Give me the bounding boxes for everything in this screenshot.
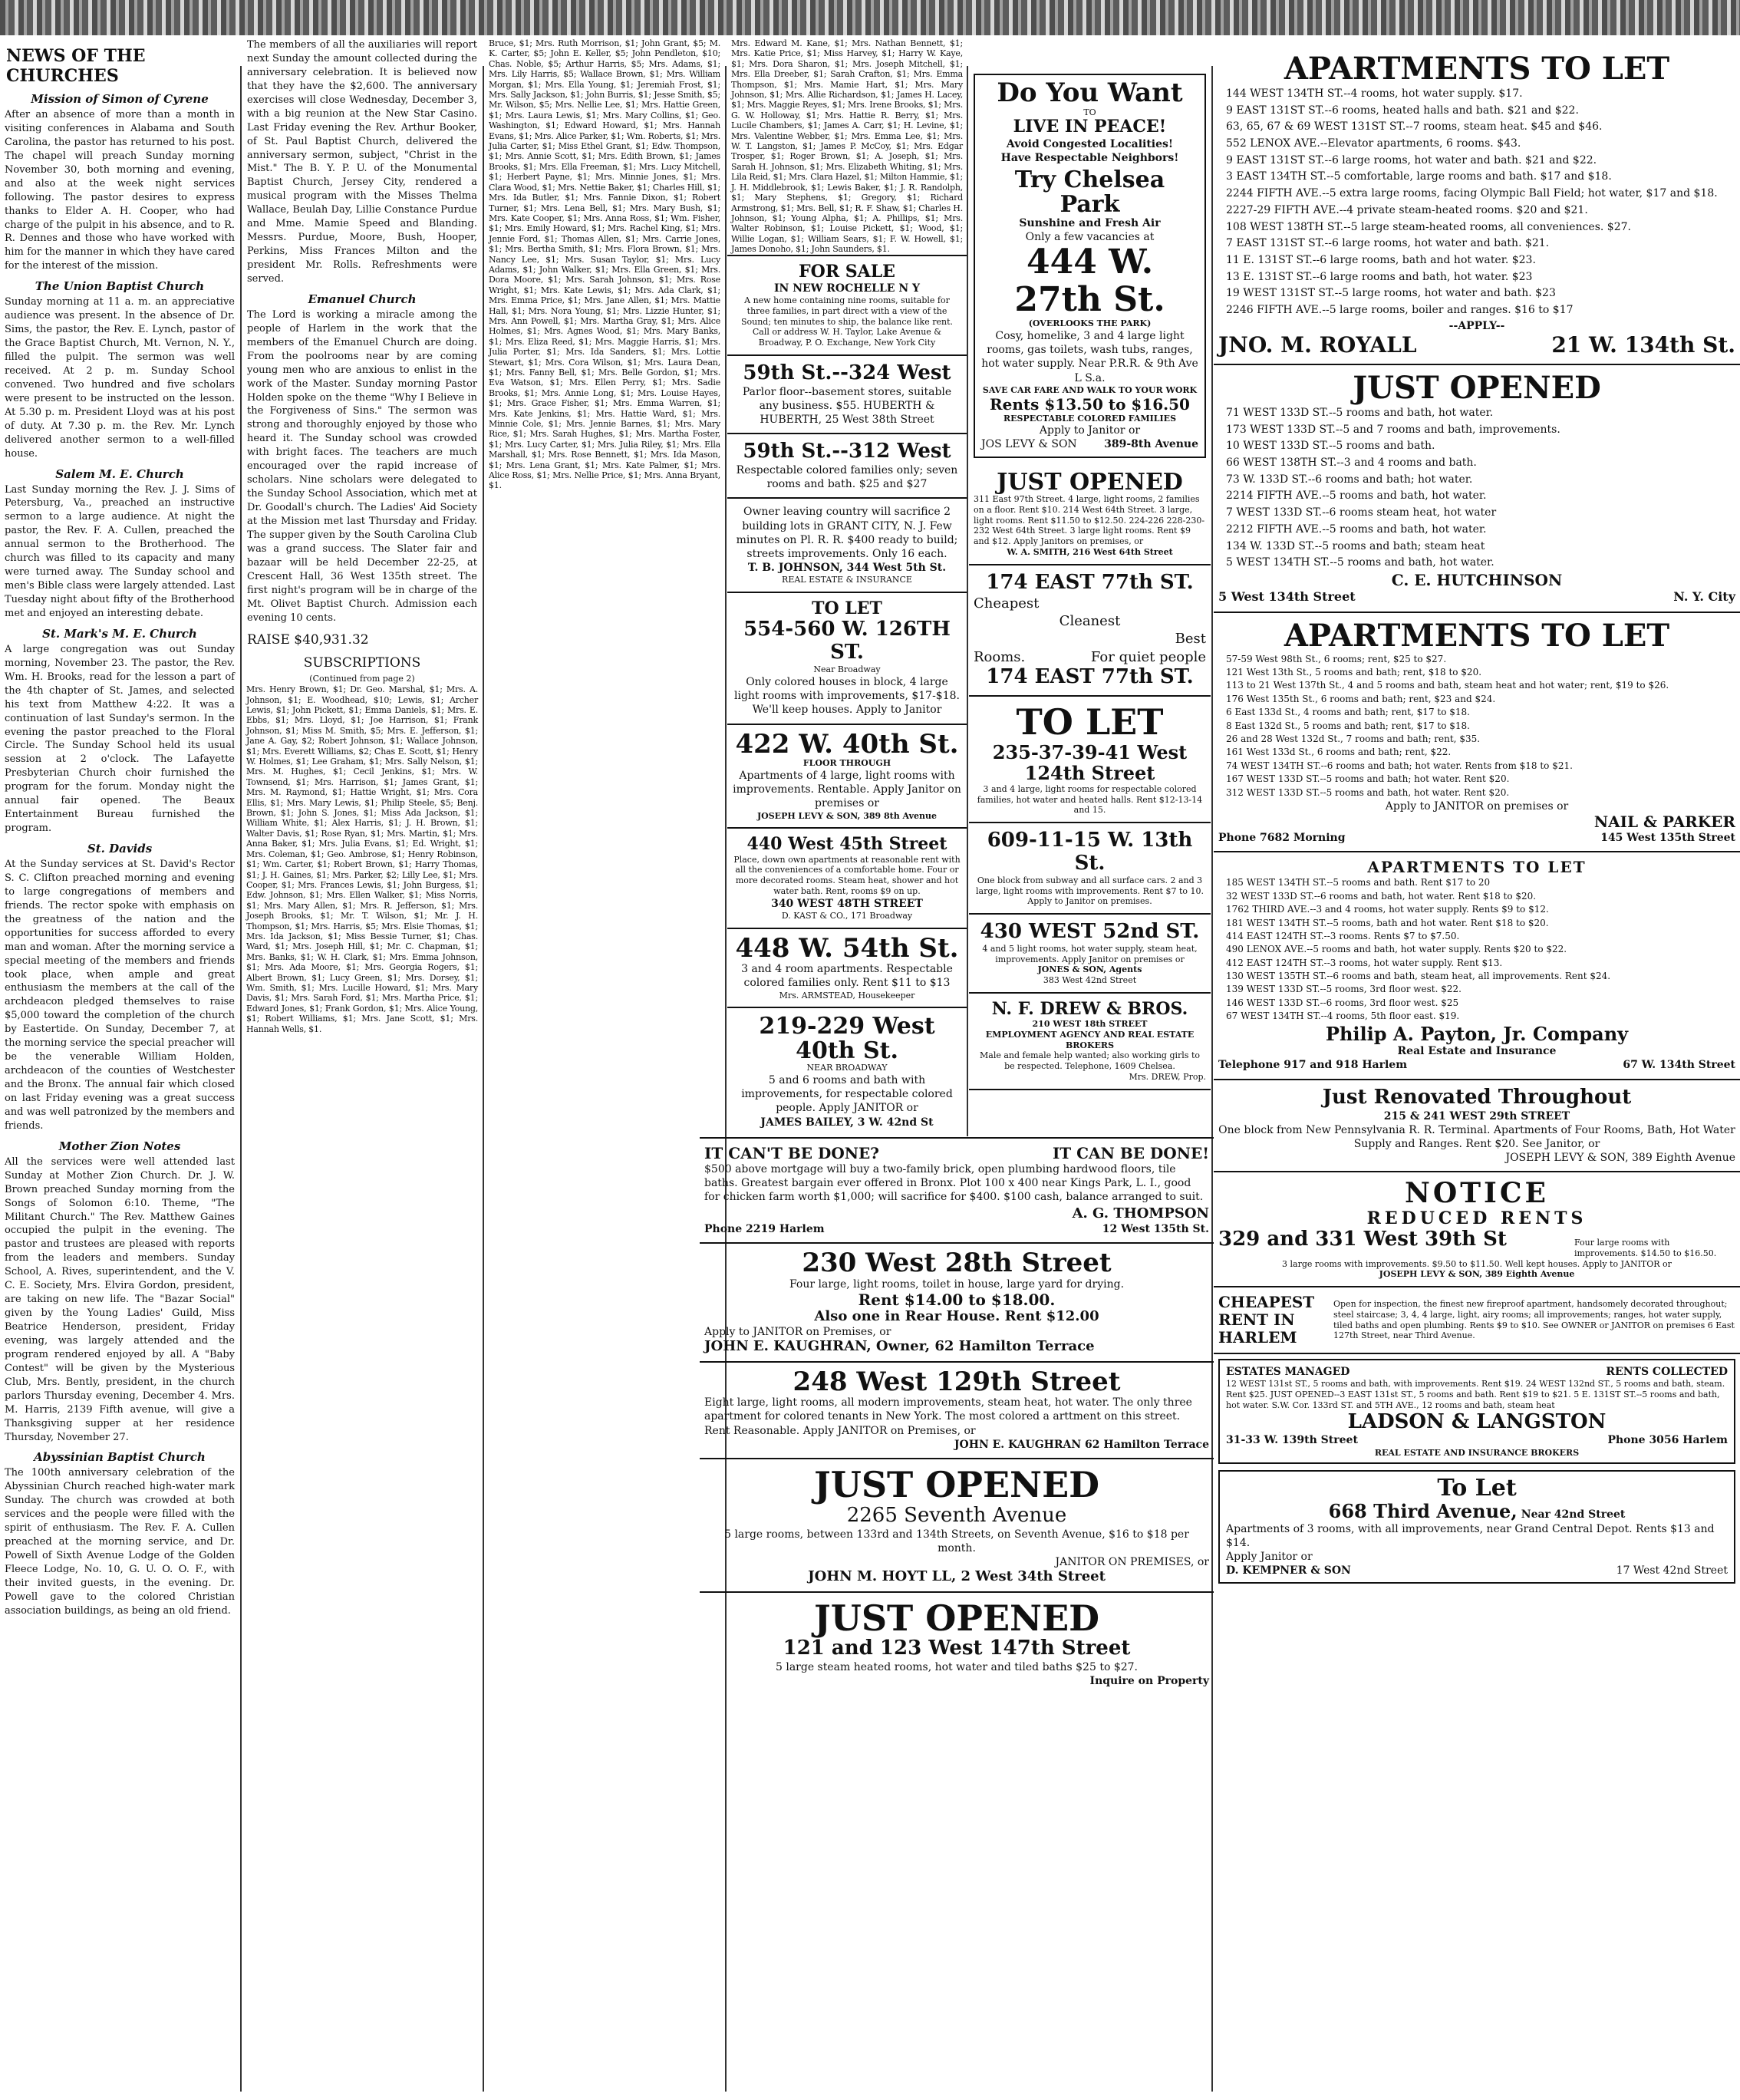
ad-address: 5 West 134th Street (1218, 588, 1356, 604)
article-body: The 100th anniversary celebration of the Abyssinian Church reached high-water mark Sunday. The church was crowded at both services and the people were filled with the spirit of enthusiasm. The Rev. F. A. Cullen preached at the morning service, and Dr. Powell of Sixth Avenue Lodge of the Golden Fleece Lodge, No. 10, G. U. O. O. F., with their invited guests, in the evening. Dr. Powell gave to the colored Christian association buildings, as being an old friend. (5, 1467, 235, 1617)
list-item: 146 WEST 133D ST.--6 rooms, 3rd floor west. $25 (1226, 997, 1459, 1008)
column-rule (483, 66, 484, 2092)
list-item: 552 LENOX AVE.--Elevator apartments, 6 rooms. $43. (1226, 137, 1521, 150)
ad-title: 448 W. 54th St. (735, 932, 959, 964)
list-item: 113 to 21 West 137th St., 4 and 5 rooms and bath, steam heat and hot water; rent, $19 to $26. (1226, 680, 1669, 691)
ad-title: 174 EAST 77th ST. (986, 570, 1194, 594)
ad-title: 440 West 45th Street (746, 834, 947, 855)
ad-text: 3 and 4 large, light rooms for respectable colored families, hot water and heated halls. Rent $12-13-14 and 15. (977, 783, 1203, 816)
scan-edge (0, 0, 1740, 35)
ad-address: Near 42nd Street (1521, 1508, 1626, 1521)
just-opened-ad (969, 464, 1211, 565)
ad-subtitle: Near Broadway (813, 664, 881, 675)
ad-text: One block from New Pennsylvania R. R. Terminal. Apartments of Four Rooms, Bath, Hot Water Supply and Ranges. Rent $20. See Janitor, or (1218, 1123, 1735, 1150)
ad-text: Place, down own apartments at reasonable rent with all the conveniences of a comfortable home. Four or more decorated rooms. Steam heat, shower and hot water bath. Rent, rooms $9 on up. (733, 854, 961, 896)
list-item: 73 W. 133D ST.--6 rooms and bath; hot water. (1226, 473, 1473, 486)
apartment-ad (727, 1008, 967, 1136)
list-item: 185 WEST 134TH ST.--5 rooms and bath. Rent $17 to 20 (1226, 877, 1491, 888)
ad-text: $500 above mortgage will buy a two-family brick, open plumbing hardwood floors, tile baths. Greatest bargain ever offered in Bronx. Plot 100 x 400 near Kings Park, L. I., good for chicken farm worth $1,000; will sacrifice for $400. $100 cash, balance arranged to suit. (704, 1163, 1204, 1204)
ad-subtitle: NEAR BROADWAY (806, 1063, 888, 1073)
ad-signature: W. A. SMITH, 216 West 64th Street (1007, 546, 1173, 557)
ad-title: IT CAN BE DONE! (1052, 1144, 1209, 1162)
ad-text: Inquire on Property (1089, 1675, 1209, 1688)
apartment-list (1226, 86, 1728, 319)
ad-text: Apply to Janitor or (1039, 424, 1141, 437)
ad-subtitle: IN NEW ROCHELLE N Y (773, 282, 921, 295)
ads-column-4 (727, 38, 967, 1136)
ad-title: TO LET (812, 598, 882, 619)
ad-text: Only a few vacancies at (1025, 231, 1155, 244)
ad-subtitle: REAL ESTATE AND INSURANCE BROKERS (1374, 1447, 1580, 1458)
ad-signature: 383 West 42nd Street (1043, 975, 1137, 986)
ad-address: 215 & 241 WEST 29th STREET (1383, 1109, 1570, 1123)
ad-title: APARTMENTS TO LET (1367, 858, 1587, 877)
ad-title: 248 West 129th Street (793, 1366, 1121, 1397)
ad-title: REDUCED RENTS (1366, 1208, 1587, 1228)
ad-address: 31-33 W. 139th Street (1226, 1434, 1358, 1447)
ad-text: One block from subway and all surface cars. 2 and 3 large, light rooms with improvements. Rent $7 to 10. Apply to Janitor on premises. (976, 875, 1204, 907)
ad-text: Avoid Congested Localities! (1006, 137, 1174, 150)
list-item: 66 WEST 138TH ST.--3 and 4 rooms and bath. (1226, 457, 1477, 470)
list-item: 57-59 West 98th St., 6 rooms; rent, $25 to $27. (1226, 653, 1447, 664)
section-header: NEWS OF THE CHURCHES (6, 46, 146, 86)
ad-signature: LADSON & LANGSTON (1347, 1409, 1607, 1433)
ad-address: 235-37-39-41 West 124th Street (992, 740, 1188, 785)
ad-signature: JOHN M. HOYT LL, 2 West 34th Street (808, 1568, 1106, 1585)
ad-title: 174 EAST 77th ST. (986, 665, 1194, 689)
list-item: 134 W. 133D ST.--5 rooms and bath; steam heat (1226, 539, 1485, 552)
ad-signature: JOSEPH LEVY & SON, 389 8th Avenue (756, 810, 938, 821)
list-item: 412 EAST 124TH ST.--3 rooms, hot water supply. Rent $13. (1226, 957, 1503, 968)
ad-signature: NAIL & PARKER (1593, 813, 1735, 832)
ad-signature: JOHN E. KAUGHRAN 62 Hamilton Terrace (954, 1438, 1209, 1451)
list-item: 161 West 133d St., 6 rooms and bath; rent, $22. (1226, 747, 1452, 758)
ad-text: Have Respectable Neighbors! (1000, 151, 1179, 164)
chelsea-park-ad (974, 74, 1206, 458)
list-item: 63, 65, 67 & 69 WEST 131ST ST.--7 rooms, steam heat. $45 and $46. (1226, 120, 1603, 134)
apartment-ad (727, 356, 967, 434)
column-rule (725, 66, 727, 2092)
ad-text: Cleanest (1059, 612, 1121, 629)
ad-text: (OVERLOOKS THE PARK) (1028, 318, 1152, 329)
ad-subtitle: FLOOR THROUGH (802, 758, 891, 769)
third-avenue-ad (1218, 1470, 1735, 1584)
list-item: 173 WEST 133D ST.--5 and 7 rooms and bath, improvements. (1226, 423, 1560, 436)
ad-address: N. Y. City (1673, 588, 1735, 604)
list-item: 7 WEST 133D ST.--6 rooms steam heat, hot water (1226, 506, 1497, 519)
ad-title: APARTMENTS TO LET (1284, 51, 1670, 87)
ad-signature: Philip A. Payton, Jr. Company (1325, 1022, 1629, 1045)
apartment-list (1226, 405, 1728, 572)
ad-text: SAVE CAR FARE AND WALK TO YOUR WORK (982, 384, 1198, 395)
ad-text: Apply to JANITOR on Premises, or (704, 1325, 891, 1338)
ad-text: 12 WEST 131st ST., 5 rooms and bath, with improvements. Rent $19. 24 WEST 132nd ST., 5 rooms and bath, steam. Rent $25. JUST OPENED--3 EAST 131st ST., 5 rooms and bath. Rent $19 to $21. 5 E. 131ST ST.--5 rooms and bath, hot water. S.W. Cor. 133rd ST. and 5TH AVE., 12 rooms and bath, steam heat (1226, 1379, 1725, 1410)
subscription-list: Bruce, $1; Mrs. Ruth Morrison, $1; John Grant, $5; M. K. Carter, $5; John E. Keller, $5; John Pendleton, $10; Chas. Noble, $5; Arthur Harris, $5; Mrs. Adams, $1; Mrs. Lily Harris, $5; Wallace Brown, $1; Mrs. William Morgan, $1; Mrs. Ella Young, $1; Jeremiah Frost, $1; Mrs. Sally Jackson, $1; John Burris, $1; Jesse Smith, $5; Mr. Wilson, $5; Mrs. Nellie Lee, $1; Mrs. Hattie Green, $1; Mrs. Laura Lewis, $1; Mrs. Mary Collins, $1; Geo. Washington, $1; Edward Howard, $1; Mrs. Hannah Evans, $1; Mrs. Alice Parker, $1; Wm. Roberts, $1; Mrs. Julia Carter, $1; Miss Ethel Grant, $1; Edw. Thompson, $1; Mrs. Annie Scott, $1; Mrs. Edith Brown, $1; James Brooks, $1; Mrs. Ella Freeman, $1; Mrs. Lucy Mitchell, $1; Herbert Payne, $1; Mrs. Minnie Jones, $1; Mrs. Clara Wood, $1; Mrs. Nettie Baker, $1; Charles Hill, $1; Mrs. Ida Butler, $1; Mrs. Fannie Dixon, $1; Robert Turner, $1; Mrs. Lena Bell, $1; Mrs. Mary Bush, $1; Mrs. Kate Cooper, $1; Mrs. Anna Ross, $1; Wm. Fisher, $1; Mrs. Emily Howard, $1; Mrs. Rachel King, $1; Mrs. Jennie Ford, $1; Thomas Allen, $1; Mrs. Carrie Jones, $1; Mrs. Bertha Smith, $1; Mrs. Flora Brown, $1; Mrs. Nancy Lee, $1; Mrs. Susan Taylor, $1; Mrs. Lucy Adams, $1; John Walker, $1; Mrs. Ella Green, $1; Mrs. Dora Moore, $1; Mrs. Sarah Johnson, $1; Mrs. Rose Wright, $1; Mrs. Kate Lewis, $1; Mrs. Ada Clark, $1; Mrs. Emma Price, $1; Mrs. Jane Allen, $1; Mrs. Mattie Hall, $1; Mrs. Nora Young, $1; Mrs. Lizzie Hunter, $1; Mrs. Ann Powell, $1; Mrs. Martha Gray, $1; Mrs. Alice Holmes, $1; Mrs. Agnes Wood, $1; Mrs. Mary Banks, $1; Mrs. Eliza Reed, $1; Mrs. Maggie Harris, $1; Mrs. Julia Porter, $1; Mrs. Ida Sanders, $1; Mrs. Lottie Stewart, $1; Mrs. Cora Wilson, $1; Mrs. Laura Dean, $1; Mrs. Fanny Bell, $1; Mrs. Belle Gordon, $1; Mrs. Eva Watson, $1; Mrs. Ellen Perry, $1; Mrs. Sadie Brooks, $1; Mrs. Annie Long, $1; Mrs. Louise Hayes, $1; Mrs. Grace Fisher, $1; Mrs. Emma Warren, $1; Mrs. Kate Jenkins, $1; Mrs. Hattie Ward, $1; Mrs. Minnie Cole, $1; Mrs. Jennie Barnes, $1; Mrs. Mary Rice, $1; Mrs. Sarah Hughes, $1; Mrs. Martha Foster, $1; Mrs. Lucy Carter, $1; Mrs. Julia Riley, $1; Mrs. Ella Marshall, $1; Mrs. Rose Bennett, $1; Mrs. Ida Mason, $1; Mrs. Lena Grant, $1; Mrs. Kate Palmer, $1; Mrs. Alice Ross, $1; Mrs. Nellie Price, $1; Mrs. Anna Bryant, $1. (489, 38, 720, 491)
payton-ad (1214, 852, 1740, 1080)
list-item: 167 WEST 133D ST.--5 rooms and bath; hot water. Rent $20. (1226, 773, 1510, 785)
list-item: 3 EAST 134TH ST.--5 comfortable, large rooms and bath. $17 and $18. (1226, 170, 1612, 183)
ad-title: To Let (1437, 1475, 1517, 1502)
ad-title: JUST OPENED (997, 468, 1183, 496)
ad-signature: JOSEPH LEVY & SON, 389 Eighth Avenue (1505, 1152, 1735, 1165)
cheapest-rent-ad (1214, 1287, 1740, 1354)
list-item: 6 East 133d St., 4 rooms and bath; rent, $17 to $18. (1226, 707, 1470, 718)
ad-address: 329 and 331 West 39th St (1218, 1228, 1507, 1251)
column-rule (1211, 66, 1213, 2092)
ad-text: TO (1083, 107, 1096, 117)
raise-headline: RAISE $40,931.32 (247, 632, 369, 648)
ad-signature: JOSEPH LEVY & SON, 389 Eighth Avenue (1379, 1269, 1575, 1280)
ad-title: N. F. DREW & BROS. (991, 998, 1188, 1019)
ad-title: 430 WEST 52nd ST. (980, 920, 1200, 944)
news-column-2 (242, 38, 482, 1034)
to-let-ad (969, 697, 1211, 823)
ad-address: 21 W. 134th St. (1551, 331, 1735, 358)
ad-title: 422 W. 40th St. (735, 728, 959, 760)
ad-text: A new home containing nine rooms, suitable for three families, in part direct with a view of the Sound; ten minutes to ship, the balance like rent. Call or address W. H. Taylor, Lake Avenue & Broadway, P. O. Exchange, New York City (740, 295, 953, 348)
list-item: 9 EAST 131ST ST.--6 rooms, heated halls and bath. $21 and $22. (1226, 104, 1579, 117)
subscription-list: Mrs. Edward M. Kane, $1; Mrs. Nathan Bennett, $1; Mrs. Katie Price, $1; Miss Harvey, $1; Harry W. Kaye, $1; Mrs. Dora Sharon, $1; Mrs. Joseph Mitchell, $1; Mrs. Ella Dreeber, $1; Sarah Crafton, $1; Mrs. Emma Thompson, $1; Mrs. Mamie Hart, $1; Mrs. Mary Johnson, $1; Mrs. Allie Richardson, $1; James H. Lacey, $1; Mrs. Maggie Reyes, $1; Mrs. Irene Brooks, $1; Mrs. G. W. Holloway, $1; Mrs. Hattie R. Berry, $1; Mrs. Lucile Chambers, $1; James A. Carr, $1; H. Levine, $1; Mrs. Valentine Webber, $1; Mrs. Emma Lee, $1; Mrs. W. T. Langston, $1; James P. McCoy, $1; Mrs. Edgar Trosper, $1; Roger Brown, $1; A. Joseph, $1; Mrs. Sarah H. Johnson, $1; Mrs. Elizabeth Whiting, $1; Mrs. Lila Reid, $1; Mrs. Clara Hazel, $1; Milton Hammie, $1; J. H. Middlebrook, $1; Lewis Baker, $1; J. R. Randolph, $1; Mary Stephens, $1; Gregory, $1; Richard Armstrong, $1; Mrs. Bell, $1; R. F. Shaw, $1; Charles H. Johnson, $1; Young Alpha, $1; A. Phillips, $1; Mrs. Walter Robinson, $1; Louise Pickett, $1; Wood, $1; Willie Logan, $1; William Sears, $1; F. W. Howell, $1; James Donoho, $1; John Saunders, $1. (731, 38, 963, 255)
renovated-ad (1214, 1080, 1740, 1173)
list-item: 13 E. 131ST ST.--6 large rooms and bath, hot water. $23 (1226, 270, 1533, 283)
apartment-ad (727, 725, 967, 829)
ad-subtitle: Real Estate and Insurance (1397, 1045, 1557, 1058)
article-title: Mission of Simon of Cyrene (31, 92, 209, 106)
ad-text: Sunshine and Fresh Air (1019, 217, 1161, 230)
continued-note: (Continued from page 2) (309, 674, 415, 684)
ad-rent: Also one in Rear House. Rent $12.00 (814, 1308, 1099, 1325)
column-rule (967, 66, 968, 1136)
w13th-ad (969, 823, 1211, 915)
lots-ad (727, 499, 967, 593)
list-item: 2214 FIFTH AVE.--5 rooms and bath, hot water. (1226, 490, 1487, 503)
ad-signature: JOS LEVY & SON (981, 438, 1077, 451)
ad-title: JUST OPENED (1353, 370, 1601, 406)
column-rule (240, 66, 242, 2092)
ad-address: 444 W. 27th St. (1014, 242, 1165, 319)
ad-text: 5 large rooms, between 133rd and 134th Streets, on Seventh Avenue, $16 to $18 per month. (724, 1528, 1189, 1554)
apartment-list (1226, 653, 1728, 799)
w28th-ad (700, 1244, 1214, 1362)
article-body: The members of all the auxiliaries will report next Sunday the amount collected during the anniversary celebration. It is believed now that they have the $2,600. The anniversary exercises will close Wednesday, December 3, with a big reunion at the New Star Casino. Last Friday evening the Rev. Arthur Booker, of St. Paul Baptist Church, delivered the anniversary sermon, subject, "Christ in the Mist." The B. Y. P. U. of the Monumental Baptist Church, Jersey City, rendered a musical program with the Misses Thelma Wallace, Beulah Day, Lillie Constance Purdue and Mme. Mamie Speed and Blanding. Messrs. Purdue, Moore, Bush, Hooper, Perkins, Miss Frances Milton and the president Mr. Rolls. Refreshments were served. (247, 39, 477, 285)
for-sale-ad (727, 255, 967, 356)
list-item: 414 EAST 124TH ST.--3 rooms. Rents $7 to $7.50. (1226, 930, 1460, 941)
nail-parker-ad (1214, 613, 1740, 853)
ad-text: Apply to JANITOR on premises or (1385, 799, 1569, 813)
apartment-ad (727, 829, 967, 928)
ad-title: JUST OPENED (813, 1464, 1100, 1506)
article-body: The Lord is working a miracle among the people of Harlem in the work that the members of the Emanuel Church are doing. From the poolrooms near by are coming young men who are anxious to enlist in the work of the Master. Sunday morning Pastor Holden spoke on the theme "Why I Believe in the Forgiveness of Sins." The sermon was strong and thoroughly enjoyed by those who heard it. The Sunday school was crowded with bright faces. The teachers are much encouraged over the rapid increase of scholars. Nine scholars were delegated to the Sunday School Association, which met at Dr. Goodall's church. The Ladies' Aid Society at the Mission met last Thursday and Friday. The supper given by the South Carolina Club was a grand success. The Slater fair and bazaar will be held December 22-25, at Crescent Hall, 36 West 135th street. The first night's program will be in charge of the Mt. Olivet Baptist Church. Admission each evening 10 cents. (247, 308, 477, 624)
ad-title: APARTMENTS TO LET (1284, 617, 1670, 654)
ad-title: Try Chelsea Park (1014, 166, 1165, 218)
ad-text: Best (1175, 631, 1206, 648)
article-body: A large congregation was out Sunday morning, November 23. The pastor, the Rev. Wm. H. Brooks, read for the lesson a part of the 4th chapter of St. James, and selected his text from Matthew 4:22. It was a continuation of last Sunday's sermon. In the evening the pastor preached to the Floral Circle. The Sunday School held its usual session at 2 o'clock. The Lafayette Presbyterian Church choir furnished the program for the forum. Monday night the annual fair opened. The Beaux Entertainment Bureau furnished the program. (5, 643, 235, 835)
article-title: Emanuel Church (308, 292, 417, 306)
ad-address: 121 and 123 West 147th Street (783, 1637, 1131, 1660)
list-item: 490 LENOX AVE.--5 rooms and bath, hot water supply. Rents $20 to $22. (1226, 944, 1567, 955)
list-item: 130 WEST 135TH ST.--6 rooms and bath, steam heat, all improvements. Rent $24. (1226, 971, 1611, 982)
ad-address: 210 WEST 18th STREET (1032, 1019, 1148, 1030)
ad-phone: Phone 7682 Morning (1218, 832, 1346, 845)
ad-text: Open for inspection, the finest new fireproof apartment, handsomely decorated throughout; steel staircase; 3, 4, 4 large, light, airy rooms; all improvements; ranges, hot water supply, tiled baths and open plumbing. Rents $9 to $10. See OWNER or JANITOR on premises 6 East 127th Street, near Third Avenue. (1333, 1299, 1735, 1341)
ad-title: RENTS COLLECTED (1606, 1366, 1728, 1379)
list-item: 176 West 135th St., 6 rooms and bath; rent, $23 and $24. (1226, 693, 1496, 704)
ad-text: Parlor floor--basement stores, suitable any business. $55. HUBERTH & HUBERTH, 25 West 38th Street (742, 385, 952, 427)
ad-text: Rooms. (974, 648, 1026, 665)
reduced-rents-ad (1214, 1172, 1740, 1287)
drew-bros-ad (969, 994, 1211, 1090)
ad-title: ESTATES MANAGED (1226, 1366, 1350, 1379)
ad-title: RENT IN (1218, 1310, 1295, 1330)
article-title: Salem M. E. Church (55, 466, 184, 481)
hutchinson-ad (1214, 365, 1740, 613)
list-item: 7 EAST 131ST ST.--6 large rooms, hot water and bath. $21. (1226, 237, 1550, 250)
w129th-ad (700, 1363, 1214, 1459)
ad-phone: Phone 3056 Harlem (1607, 1434, 1728, 1447)
article-title: St. Davids (87, 842, 153, 855)
ad-title: JUST OPENED (813, 1597, 1100, 1639)
article-title: Mother Zion Notes (58, 1139, 181, 1153)
cant-be-done-ad (700, 1137, 1214, 1244)
list-item: 74 WEST 134TH ST.--6 rooms and bath; hot water. Rents from $18 to $21. (1226, 760, 1573, 771)
ad-text: For quiet people (1090, 648, 1206, 665)
church-news-column (0, 38, 239, 1622)
list-item: 8 East 132d St., 5 rooms and bath; rent, $17 to $18. (1226, 720, 1470, 731)
ad-signature: REAL ESTATE & INSURANCE (782, 575, 912, 585)
ad-address: 668 Third Avenue, (1328, 1499, 1518, 1522)
ad-signature: JNO. M. ROYALL (1218, 331, 1417, 358)
list-item: 121 West 13th St., 5 rooms and bath; rent, $18 to $20. (1226, 667, 1482, 678)
apartment-ad (727, 929, 967, 1009)
list-item: 32 WEST 133D ST.--6 rooms and bath, hot water. Rent $18 to $20. (1226, 890, 1537, 902)
ladson-langston-ad (1218, 1359, 1735, 1464)
apartment-list (1226, 876, 1728, 1023)
ad-text: Apartments of 3 rooms, with all improvements, near Grand Central Depot. Rents $13 and $14. (1226, 1522, 1715, 1549)
ad-text: Respectable colored families only; seven rooms and bath. $25 and $27 (736, 464, 958, 491)
list-item: 139 WEST 133D ST.--5 rooms, 3rd floor west. $22. (1226, 984, 1462, 995)
ad-title: CHEAPEST (1218, 1293, 1315, 1312)
ad-address: 67 W. 134th Street (1623, 1059, 1735, 1072)
article-body: Sunday morning at 11 a. m. an appreciative audience was present. In the absence of Dr. Sims, the pastor, the Rev. E. Lynch, pastor of the Grace Baptist Church, Mt. Vernon, N. Y., filled the pulpit. The sermon was well received. At 2 p. m. Sunday School convened. Two hundred and five scholars were present to be instructed on the lesson. At 5.30 p. m. President Lloyd was at his post of duty. At 7.30 p. m. the Rev. Mr. Lynch delivered another sermon to a well-filled house. (5, 296, 235, 460)
list-item: 5 WEST 134TH ST.--5 rooms and bath, hot water. (1226, 556, 1494, 569)
article-body: At the Sunday services at St. David's Rector S. C. Clifton preached morning and evening to large congregations of members and friends. The rector spoke with emphasis on the greatness of the nation and the opportunities for success afforded to every man and woman. After the morning service a special meeting of the members and friends took place, when ample and great enthusiasm the members at the call of the archdeacon pledged themselves to raise $5,000 toward the completion of the church by Eastertide. On Sunday, December 7, at the morning service the special preacher will be the venerable William Holden, archdeacon of the counties of Westchester and the Bronx. The annual fair which closed on last Friday evening was a great success and was well patronized by the members and friends. (5, 859, 235, 1132)
list-item: 67 WEST 134TH ST.--4 rooms, 5th floor east. $19. (1226, 1010, 1460, 1022)
subscriptions-headline: SUBSCRIPTIONS (303, 655, 421, 671)
apartment-ad (727, 434, 967, 499)
ad-text: Only colored houses in block, 4 large light rooms with improvements, $17-$18. We'll keep houses. Apply to Janitor (734, 676, 960, 717)
ad-title: 230 West 28th Street (802, 1248, 1112, 1279)
subscription-list: Mrs. Henry Brown, $1; Dr. Geo. Marshal, $1; Mrs. A. Johnson, $1; E. Woodhead, $10; Lewis, $1; Archer Lewis, $1; John Pickett, $1; Emma Daniels, $1; Mrs. E. Ebbs, $1; Mrs. Lloyd, $1; Joe Harrison, $1; Frank Johnson, $1; Miss M. Smith, $5; Mrs. E. Jefferson, $1; Jane A. Gay, $2; Robert Johnson, $1; Wallace Johnson, $1; Mrs. Everett Williams, $2; Chas E. Scott, $1; Henry W. Holmes, $1; Lee Graham, $1; Mrs. Sally Nelson, $1; Mrs. M. Hughes, $1; Cecil Jenkins, $1; Mrs. W. Townsend, $1; Mrs. Harrison, $1; James Grant, $1; Mrs. M. Raymond, $1; Hattie Wright, $1; Mrs. Cora Ellis, $1; Mrs. Mary Lewis, $1; Philip Steele, $5; Benj. Brown, $1; John S. Jones, $1; Miss Ada Jackson, $1; William White, $1; Alex Harris, $1; J. H. Brown, $1; Walter Davis, $1; Rose Ryan, $1; Mrs. Martin, $1; Mrs. Anna Baker, $1; Mrs. Julia Evans, $1; Ed. Wright, $1; Mrs. Coleman, $1; Geo. Ambrose, $1; Henry Robinson, $1; Wm. Carter, $1; Robert Brown, $1; Harry Thomas, $1; J. H. Gaines, $1; Mrs. Parker, $2; Lilly Lee, $1; Mrs. Cooper, $1; Mrs. Frances Lewis, $1; John Burgess, $1; Edw. Johnson, $1; Mrs. Ellen Walker, $1; Miss Norris, $1; Mrs. Mary Allen, $1; Mrs. R. Jefferson, $1; Mrs. Joseph Brooks, $1; Mr. T. Wilson, $1; Mr. J. H. Thompson, $1; Mrs. Harris, $5; Mrs. Elsie Thomas, $1; Mrs. Ida Jackson, $1; Miss Bessie Turner, $1; Chas. Ward, $1; Mrs. Joseph Hill, $1; Mr. C. Chapman, $1; Mrs. Banks, $1; W. H. Clark, $1; Mrs. Emma Johnson, $1; Mrs. Ada Moore, $1; Mrs. Georgia Rogers, $1; Albert Brown, $1; Lucy Green, $1; Mrs. Dorsey, $1; Wm. Smith, $1; Mrs. Lucille Howard, $1; Mrs. Mary Davis, $1; Mrs. Sarah Ford, $1; Mrs. Martha Price, $1; Edward Jones, $1; Frank Gordon, $1; Mrs. Alice Young, $1; Robert Williams, $1; Mrs. Jane Scott, $1; Mrs. Hannah Wells, $1. (246, 684, 478, 1034)
article-title: St. Mark's M. E. Church (42, 626, 197, 641)
list-item: 1762 THIRD AVE.--3 and 4 rooms, hot water supply. Rents $9 to $12. (1226, 904, 1549, 915)
ad-text: --APPLY-- (1448, 319, 1505, 332)
ad-text: 3 large rooms with improvements. $9.50 to $11.50. Well kept houses. Apply to JANITOR or (1282, 1258, 1672, 1269)
ad-text: JANITOR ON PREMISES, or (1055, 1555, 1209, 1568)
ad-title: TO LET (1016, 701, 1164, 743)
ad-signature: JONES & SON, Agents (1037, 964, 1142, 975)
list-item: 9 EAST 131ST ST.--6 large rooms, hot water and bath. $21 and $22. (1226, 153, 1597, 166)
ad-signature: A. G. THOMPSON (1072, 1205, 1209, 1221)
ad-text: Owner leaving country will sacrifice 2 building lots in GRANT CITY, N. J. Few minutes on Pl. R. R. $400 ready to build; streets improvements. Only 16 each. (736, 506, 958, 561)
list-item: 144 WEST 134TH ST.--4 rooms, hot water supply. $17. (1226, 87, 1523, 100)
article-title: The Union Baptist Church (35, 279, 205, 294)
royall-apartments-ad (1214, 46, 1740, 365)
ad-title: 59th St.--312 West (743, 440, 951, 463)
subscription-column (485, 38, 724, 491)
article-body: All the services were well attended last Sunday at Mother Zion Church. Dr. J. W. Brown preached Sunday morning from the Songs of Solomon 6:10. Theme, "The Militant Church." The Rev. Matthew Gaines occupied the pulpit in the evening. The pastor and trustees are pleased with reports from the leaders and members. Sunday School, A. Rives, superintendent, and the V. C. E. Society, Mrs. Elvira Gordon, president, are taking on new life. The "Bazar Social" given by the Young Ladies' Guild, Miss Beatrice Henderson, president, Friday evening, was largely attended and the program rendered enjoyed by all. A "Baby Contest" will be given by the Mysterious Club, Mrs. Bently, president, in the church parlors Thursday evening, December 4. Mrs. M. Harris, 2139 Fifth avenue, will give a Thanksgiving supper at her residence Thursday, November 27. (5, 1155, 235, 1443)
list-item: 71 WEST 133D ST.--5 rooms and bath, hot water. (1226, 407, 1494, 419)
ad-text: Cheapest (974, 595, 1040, 612)
ad-text: 4 and 5 light rooms, hot water supply, steam heat, improvements. Apply Janitor on premises or (982, 943, 1198, 964)
ad-signature: D. KEMPNER & SON (1226, 1564, 1351, 1577)
ad-text: Apply Janitor or (1226, 1550, 1313, 1563)
ad-rent: Rents $13.50 to $16.50 (990, 394, 1190, 414)
list-item: 10 WEST 133D ST.--5 rooms and bath. (1226, 440, 1435, 453)
list-item: 2227-29 FIFTH AVE.--4 private steam-heated rooms. $20 and $21. (1226, 203, 1588, 216)
ad-address: 145 West 135th Street (1600, 832, 1735, 845)
ad-signature: T. B. JOHNSON, 344 West 5th St. (747, 562, 947, 575)
ad-title: 554-560 W. 126TH ST. (743, 618, 951, 664)
apartments-column (1214, 46, 1740, 1590)
ad-signature: JAMES BAILEY, 3 W. 42nd St (760, 1116, 934, 1129)
ad-text: Cosy, homelike, 3 and 4 large light rooms, gas toilets, wash tubs, ranges, hot water supply. Near P.R.R. & 9th Ave L S.a. (981, 330, 1198, 384)
ad-phone: Phone 2219 Harlem (704, 1222, 825, 1235)
w147th-ad (700, 1593, 1214, 1695)
cheapest-label (1218, 1294, 1326, 1347)
ad-signature: 389-8th Avenue (1104, 438, 1198, 451)
list-item: 26 and 28 West 132d St., 7 rooms and bath; rent, $35. (1226, 734, 1481, 745)
east-77th-ad (969, 565, 1211, 697)
ad-text: Apartments of 4 large, light rooms with improvements. Rentable. Apply Janitor on premises or (733, 770, 961, 810)
ad-signature: Mrs. ARMSTEAD, Housekeeper (779, 990, 915, 1001)
ad-signature: C. E. HUTCHINSON (1391, 570, 1563, 589)
ad-subtitle: 340 WEST 48TH STREET (771, 897, 923, 910)
ad-text: 311 East 97th Street. 4 large, light rooms, 2 families on a floor. Rent $10. 214 West 64th Street. 3 large, light rooms. Rent $11.50 to $12.50. 224-226 228-230-232 West 64th Street. 3 large light rooms. Rent $9 and $12. Apply Janitors on premises, or (974, 494, 1205, 547)
ad-text: 5 large steam heated rooms, hot water and tiled baths $25 to $27. (775, 1661, 1138, 1674)
ad-title: FOR SALE (799, 261, 895, 282)
ad-rent: Rent $14.00 to $18.00. (858, 1291, 1056, 1310)
ad-title: 609-11-15 W. 13th St. (987, 829, 1193, 875)
ad-text: 3 and 4 room apartments. Respectable colored families only. Rent $11 to $13 (741, 963, 953, 990)
ad-title: IT CAN'T BE DONE? (704, 1144, 880, 1162)
article-title: Abyssinian Baptist Church (34, 1450, 206, 1465)
list-item: 108 WEST 138TH ST.--5 large steam-heated rooms, all conveniences. $27. (1226, 220, 1631, 233)
ad-signature: JOHN E. KAUGHRAN, Owner, 62 Hamilton Terrace (704, 1337, 1095, 1354)
ad-text: Eight large, light rooms, all modern improvements, steam heat, hot water. The only three apartment for colored tenants in New York. The most colored a arttment on this street. Rent Reasonable. Apply JANITOR on Premises, or (704, 1396, 1192, 1437)
list-item: 312 WEST 133D ST.--5 rooms and bath, hot water. Rent $20. (1226, 786, 1510, 798)
ads-column-5 (969, 69, 1211, 1136)
ad-phone: Telephone 917 and 918 Harlem (1218, 1059, 1408, 1072)
list-item: 19 WEST 131ST ST.--5 large rooms, hot water and bath. $23 (1226, 287, 1556, 300)
ad-text: RESPECTABLE COLORED FAMILIES (1003, 413, 1177, 424)
ad-text: Male and female help wanted; also working girls to be respected. Telephone, 1609 Chelsea. (980, 1050, 1200, 1072)
ad-text: 5 and 6 rooms and bath with improvements, for respectable colored people. Apply JANITOR or (741, 1074, 953, 1115)
wide-ads (700, 1137, 1214, 1695)
list-item: 181 WEST 134TH ST.--5 rooms, bath and hot water. Rent $18 to $20. (1226, 917, 1549, 928)
list-item: 2246 FIFTH AVE.--5 large rooms, boiler and ranges. $16 to $17 (1226, 303, 1574, 316)
ad-title: 219-229 West 40th St. (759, 1013, 935, 1064)
w52nd-ad (969, 915, 1211, 994)
ad-address: 17 West 42nd Street (1616, 1564, 1728, 1577)
ad-subtitle: EMPLOYMENT AGENCY AND REAL ESTATE BROKERS (985, 1029, 1195, 1050)
ad-signature: D. KAST & CO., 171 Broadway (781, 910, 913, 921)
ad-title: Do You Want (997, 77, 1183, 108)
ad-text: Four large rooms with improvements. $14.50 to $16.50. (1574, 1238, 1717, 1258)
ad-title: NOTICE (1405, 1177, 1549, 1210)
ad-address: 2265 Seventh Avenue (846, 1503, 1067, 1527)
ad-address: 12 West 135th St. (1102, 1222, 1209, 1235)
seventh-avenue-ad (700, 1459, 1214, 1593)
ad-signature: Mrs. DREW, Prop. (1129, 1071, 1206, 1082)
article-body: Last Sunday morning the Rev. J. J. Sims of Petersburg, Va., preached an instructive sermon to a large audience. At night the pastor, the Rev. F. A. Cullen, preached the annual sermon to the Brotherhood. The church was filled to its capacity and many were turned away. The Sunday school and men's Bible class were largely attended. Last Tuesday night about fifty of the Brotherhood met and enjoyed an interesting debate. (5, 483, 235, 619)
article-body: After an absence of more than a month in visiting conferences in Alabama and South Carolina, the pastor has returned to his post. The chapel will preach Sunday morning November 30, both morning and evening, and also at the week night services following. The pastor desires to express thanks to Elder A. H. Cooper, who had charge of the pulpit in his absence, and to R. R. Dennes and those who have worked with him for the manner in which they have cared for the interest of the mission. (5, 109, 235, 272)
list-item: 2212 FIFTH AVE.--5 rooms and bath, hot water. (1226, 523, 1487, 536)
list-item: 2244 FIFTH AVE.--5 extra large rooms, facing Olympic Ball Field; hot water, $17 and $18. (1226, 187, 1718, 200)
ad-title: 59th St.--324 West (743, 361, 951, 384)
list-item: 11 E. 131ST ST.--6 large rooms, bath and hot water. $23. (1226, 253, 1536, 266)
ad-title: HARLEM (1218, 1328, 1297, 1347)
ad-text: Four large, light rooms, toilet in house, large yard for drying. (789, 1277, 1125, 1291)
ad-title: LIVE IN PEACE! (1013, 117, 1167, 137)
ad-title: Just Renovated Throughout (1322, 1085, 1632, 1109)
apartment-ad (727, 593, 967, 724)
